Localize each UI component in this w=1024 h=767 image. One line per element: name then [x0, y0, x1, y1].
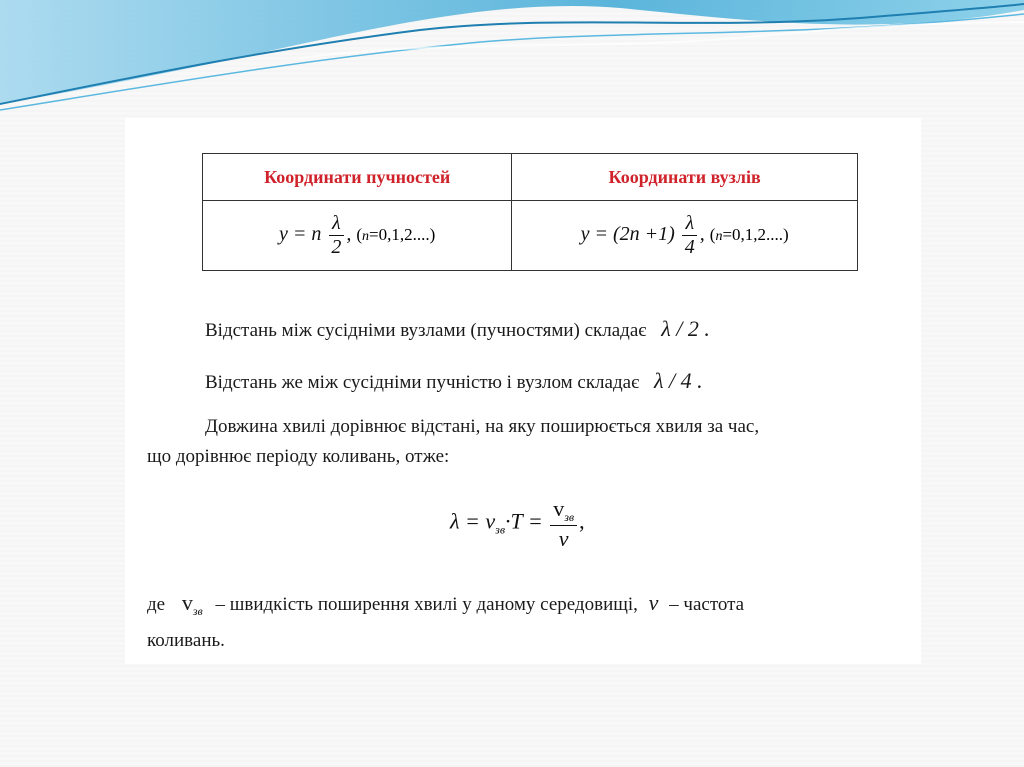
node-formula — [580, 212, 710, 258]
formula-num-v: v — [553, 496, 565, 521]
formula-mid: ·T = — [505, 508, 543, 534]
cell-node-formula — [512, 201, 858, 271]
p1-math: λ / 2 . — [661, 316, 710, 341]
antinode-cond-rest: =0,1,2....) — [369, 225, 436, 245]
node-condition — [710, 225, 789, 244]
paragraph-node-distance — [205, 316, 710, 342]
antinode-frac-num: λ — [329, 212, 344, 236]
header-cell-antinodes — [203, 154, 512, 201]
wavelength-formula — [450, 496, 585, 551]
header-nodes: Координати вузлів — [608, 166, 761, 187]
formula-frac-den: ν — [558, 525, 569, 551]
node-lhs: y = (2n +1) — [580, 223, 675, 246]
p4-part3: – частота — [669, 594, 745, 615]
p2-text: Відстань же між сусідніми пучністю і вузлом складає — [205, 372, 640, 393]
cell-antinode-formula — [203, 201, 512, 271]
formula-lambda-eq: λ = v — [450, 508, 496, 534]
header-antinodes: Координати пучностей — [264, 166, 451, 187]
p1-text: Відстань між сусідніми вузлами (пучностями) складає — [205, 320, 647, 341]
document-page — [125, 118, 921, 664]
formula-fraction — [550, 496, 577, 551]
antinode-frac-den: 2 — [331, 236, 342, 258]
antinode-formula — [279, 212, 356, 258]
antinode-condition — [356, 225, 435, 244]
node-cond-var: n — [715, 229, 723, 245]
node-cond-rest: =0,1,2....) — [722, 225, 789, 245]
formula-v-sub: зв — [495, 522, 506, 537]
paragraph-wavelength-line1: Довжина хвилі дорівнює відстані, на яку поширюється хвиля за час, — [205, 416, 760, 437]
antinode-lhs: y = n — [279, 223, 322, 246]
p2-math: λ / 4 . — [653, 368, 703, 393]
p4-v-sub: зв — [192, 604, 203, 618]
coordinates-table — [202, 153, 858, 271]
p4-part1: де — [147, 594, 166, 615]
antinode-cond-var: n — [362, 229, 370, 245]
node-frac-den: 4 — [684, 236, 695, 258]
p4-part2: – швидкість поширення хвилі у даному середовищі, — [215, 594, 638, 615]
paragraph-wavelength-line2: що дорівнює періоду коливань, отже: — [147, 446, 450, 467]
table-row — [203, 201, 858, 271]
p4-v: v — [181, 590, 193, 615]
p4-nu: ν — [648, 590, 659, 615]
formula-frac-num — [550, 496, 577, 526]
node-cond-open: ( — [709, 225, 716, 245]
paragraph-antinode-node-distance — [205, 368, 703, 394]
decorative-wave-header — [0, 0, 1024, 120]
header-cell-nodes — [512, 154, 858, 201]
node-frac-num: λ — [682, 212, 697, 236]
table-header-row — [203, 154, 858, 201]
formula-comma: , — [579, 508, 585, 534]
paragraph-definitions-line1 — [147, 590, 744, 619]
antinode-fraction — [328, 212, 344, 259]
antinode-comma: , — [346, 223, 352, 246]
paragraph-definitions-line2: коливань. — [147, 630, 225, 651]
node-comma: , — [699, 223, 705, 246]
node-fraction — [682, 212, 698, 259]
antinode-cond-open: ( — [356, 225, 363, 245]
formula-num-sub: зв — [564, 510, 575, 524]
